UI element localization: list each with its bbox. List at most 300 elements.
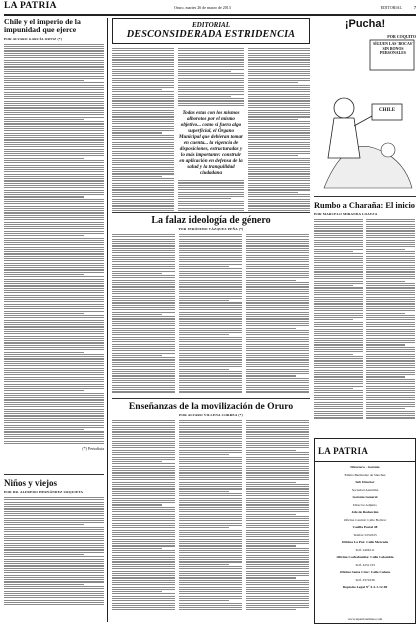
text-line [4,160,104,161]
text-line [4,324,104,325]
text-line [112,536,175,537]
text-line [4,76,104,77]
text-line [112,180,174,181]
text-line [314,299,363,300]
text-line [112,484,175,485]
cartoon-head [334,98,354,118]
text-line [366,226,415,227]
text-line [246,434,309,435]
charana-article-byline: POR MARCELO MIRANDA LOAYZA [314,212,378,216]
text-line [366,406,415,407]
text-line [4,285,104,286]
text-line [246,475,309,476]
text-line [4,89,104,90]
text-line [246,516,309,517]
text-line [112,59,174,60]
text-line [246,491,309,492]
text-line [112,596,175,597]
text-line [4,98,104,99]
text-line [112,607,175,608]
text-line [112,334,175,335]
text-line [112,135,174,136]
text-line [179,566,242,567]
text-line [112,144,174,145]
text-line [314,242,363,243]
text-line [248,110,310,111]
text-line [179,280,242,281]
text-line [179,243,242,244]
text-line [248,96,310,97]
text-line [112,208,174,209]
text-line [314,253,363,254]
text-line [112,482,175,483]
text-line [366,402,415,403]
text-line [179,241,242,242]
text-line [248,50,310,51]
text-line [366,242,415,243]
text-line [179,316,242,317]
text-line [366,299,415,300]
text-line [4,575,104,576]
text-line [246,252,309,253]
text-line [179,321,242,322]
dateline: Oruro, martes 26 de marzo de 2013 [174,5,231,10]
masthead-line: Directora - Gerente [350,465,380,469]
text-line [314,351,363,352]
text-line [248,64,310,65]
text-line [179,539,242,540]
left-article [4,18,104,451]
text-line [4,600,104,601]
text-line [112,252,175,253]
column-divider [107,18,108,622]
text-line [112,429,175,430]
text-line [179,289,242,290]
text-line [4,105,104,106]
text-line [4,69,104,70]
text-line [112,337,175,338]
text-line [112,472,175,473]
text-line [248,78,310,79]
text-line [112,91,174,92]
text-line [246,470,309,471]
text-line [246,591,309,592]
text-line [4,549,104,550]
text-line [112,598,175,599]
text-line [112,57,174,58]
text-line [246,382,309,383]
text-line [112,87,174,88]
text-line [246,566,309,567]
text-line [248,196,310,197]
text-line [246,323,309,324]
text-line [4,73,104,74]
text-line [112,289,175,290]
masthead-line: Telefax 5254525 [353,532,377,537]
text-line [248,98,310,99]
text-line [4,265,104,266]
text-line [179,587,242,588]
text-line [4,322,104,323]
masthead-line: Sociedad Anónima [351,487,379,492]
text-line [112,298,175,299]
text-line [314,219,363,220]
text-line [4,570,104,571]
text-line [314,397,363,398]
text-line [4,174,104,175]
text-line [112,50,174,51]
text-line [112,445,175,446]
text-line [4,244,104,245]
text-line [112,348,175,349]
text-line [179,486,242,487]
text-line [366,351,415,352]
text-line [246,391,309,392]
text-line [366,367,415,368]
text-line [314,372,363,373]
text-line [4,377,104,378]
text-line [366,271,415,272]
text-line [179,380,242,381]
text-line [112,441,175,442]
cartoon-credit: POR COQUITO [387,34,416,39]
text-line [246,344,309,345]
text-line [4,311,104,312]
text-line [112,85,174,86]
text-line [4,588,104,589]
text-line [4,427,104,428]
text-line [179,307,242,308]
text-line [248,89,310,90]
text-line [314,402,363,403]
text-line [179,305,242,306]
text-line [366,290,415,291]
text-line [112,391,175,392]
text-line [179,300,229,301]
text-line [179,552,242,553]
text-line [179,475,242,476]
oruro-article [112,398,310,610]
text-line [4,497,104,498]
text-line [366,338,415,339]
text-line [112,264,175,265]
text-line [112,434,175,435]
text-line [314,267,363,268]
editorial-block [112,18,310,211]
text-line [4,584,84,585]
text-line [4,531,104,532]
text-line [4,194,104,195]
text-line [366,376,405,377]
text-line [314,258,363,259]
text-line [366,249,405,250]
text-line [246,561,309,562]
text-line [179,420,242,421]
text-line [246,527,309,528]
text-line [112,422,175,423]
text-line [248,180,310,181]
text-line [4,292,104,293]
editorial-body-col3 [248,48,310,211]
text-line [112,463,175,464]
text-line [4,44,104,45]
text-line [112,82,174,83]
text-line [179,507,242,508]
text-line [179,575,242,576]
text-line [179,607,242,608]
text-line [248,94,310,95]
text-line [366,415,415,416]
text-line [178,57,244,58]
text-line [4,297,104,298]
text-line [112,593,175,594]
text-line [366,340,415,341]
text-line [112,350,175,351]
text-line [4,247,104,248]
text-line [366,413,415,414]
text-line [4,436,104,437]
text-line [112,266,175,267]
text-line [4,425,104,426]
text-line [366,294,415,295]
text-line [112,128,174,129]
text-line [179,550,242,551]
text-line [112,291,175,292]
text-line [112,158,174,159]
left-article-footer: (*) Periodista [82,445,104,451]
section-name: EDITORIAL [380,5,402,10]
text-line [179,488,242,489]
text-line [4,208,104,209]
text-line [366,276,415,277]
text-line [4,418,104,419]
text-line [4,272,104,273]
text-line [4,222,104,223]
text-line [248,142,310,143]
text-line [4,381,104,382]
text-line [246,334,309,335]
text-line [112,427,175,428]
text-line [4,527,104,528]
text-line [178,103,244,104]
text-line [112,178,174,179]
text-line [314,221,363,222]
text-line [314,313,363,314]
charana-article [314,196,416,419]
text-line [4,538,104,539]
page-number: 7 [414,5,416,10]
text-line [4,524,84,525]
text-line [179,438,242,439]
text-line [179,387,242,388]
text-line [4,242,104,243]
text-line [179,234,242,235]
text-line [112,296,175,297]
genero-article-byline: POR JERÓNIMO VÁZQUEZ PEÑA (*) [178,227,244,231]
text-line [246,328,296,329]
text-line [4,326,104,327]
text-line [246,500,309,501]
text-line [366,283,415,284]
text-line [4,263,104,264]
text-line [248,162,310,163]
text-line [179,541,242,542]
text-line [246,387,309,388]
text-line [179,457,242,458]
text-line [112,371,175,372]
text-line [112,532,175,533]
text-line [179,425,242,426]
text-line [178,53,244,54]
text-line [112,146,174,147]
text-line [179,598,242,599]
text-line [314,365,363,366]
text-line [179,609,242,610]
text-line [314,399,363,400]
text-line [246,609,296,610]
text-line [366,269,415,270]
text-line [4,388,104,389]
text-line [112,323,175,324]
text-line [112,151,174,152]
text-line [4,372,104,373]
text-line [366,390,415,391]
text-line [246,596,309,597]
text-line [4,190,104,191]
text-line [366,335,415,336]
text-line [112,312,175,313]
text-line [314,381,363,382]
text-line [4,320,104,321]
text-line [112,325,175,326]
text-line [246,452,309,453]
text-line [4,561,104,562]
text-line [4,361,104,362]
text-line [366,244,415,245]
text-line [179,277,242,278]
text-line [314,283,363,284]
text-line [248,139,310,140]
text-line [314,340,363,341]
text-line [246,339,309,340]
text-line [366,256,415,257]
text-line [179,273,242,274]
text-line [4,55,104,56]
text-line [179,584,242,585]
text-line [178,55,244,56]
text-line [246,373,309,374]
text-line [4,92,104,93]
editorial-title: DESCONSIDERADA ESTRIDENCIA [126,29,296,40]
text-line [4,559,104,560]
text-line [179,309,242,310]
text-line [179,357,242,358]
text-line [314,251,353,252]
text-line [4,101,104,102]
text-line [246,486,309,487]
text-line [248,187,310,188]
text-line [112,339,175,340]
text-line [248,59,310,60]
text-line [112,160,174,161]
text-line [4,597,104,598]
text-line [112,479,175,480]
text-line [112,173,174,174]
text-line [314,240,363,241]
text-line [246,239,309,240]
text-line [246,502,309,503]
text-line [112,504,162,505]
text-line [4,46,104,47]
text-line [4,604,104,605]
text-line [246,555,309,556]
text-line [4,169,104,170]
masthead-line: Jefe de Redacción [351,510,379,514]
text-line [4,137,104,138]
text-line [112,552,175,553]
text-line [248,71,310,72]
text-line [366,285,415,286]
text-line [178,48,244,49]
cartoon-arm [354,116,372,126]
text-line [314,269,363,270]
text-line [4,178,104,179]
text-line [246,441,309,442]
editorial-columns [112,48,310,211]
text-line [248,48,310,49]
text-line [314,367,363,368]
text-line [112,71,174,72]
text-line [246,580,309,581]
text-line [179,422,242,423]
text-line [246,523,309,524]
text-line [4,228,104,229]
text-line [314,376,363,377]
text-line [4,176,104,177]
text-line [246,300,309,301]
text-line [179,461,242,462]
text-line [246,509,309,510]
text-line [178,198,231,199]
text-line [179,582,242,583]
text-line [112,183,174,184]
text-line [4,586,104,587]
text-line [246,582,309,583]
text-line [112,486,175,487]
text-line [248,203,310,204]
text-line [4,354,104,355]
text-line [314,244,363,245]
text-line [366,237,415,238]
text-line [179,236,242,237]
text-line [112,194,174,195]
text-line [314,363,363,364]
text-line [112,341,175,342]
cartoon-sign-text: CHILE [378,108,396,113]
text-line [112,300,175,301]
text-line [112,243,175,244]
text-line [246,477,309,478]
text-line [112,205,174,206]
text-line [4,240,104,241]
text-line [366,246,415,247]
text-line [112,475,175,476]
text-line [179,534,242,535]
text-line [248,164,310,165]
text-line [178,196,244,197]
text-line [248,160,310,161]
text-line [314,235,363,236]
